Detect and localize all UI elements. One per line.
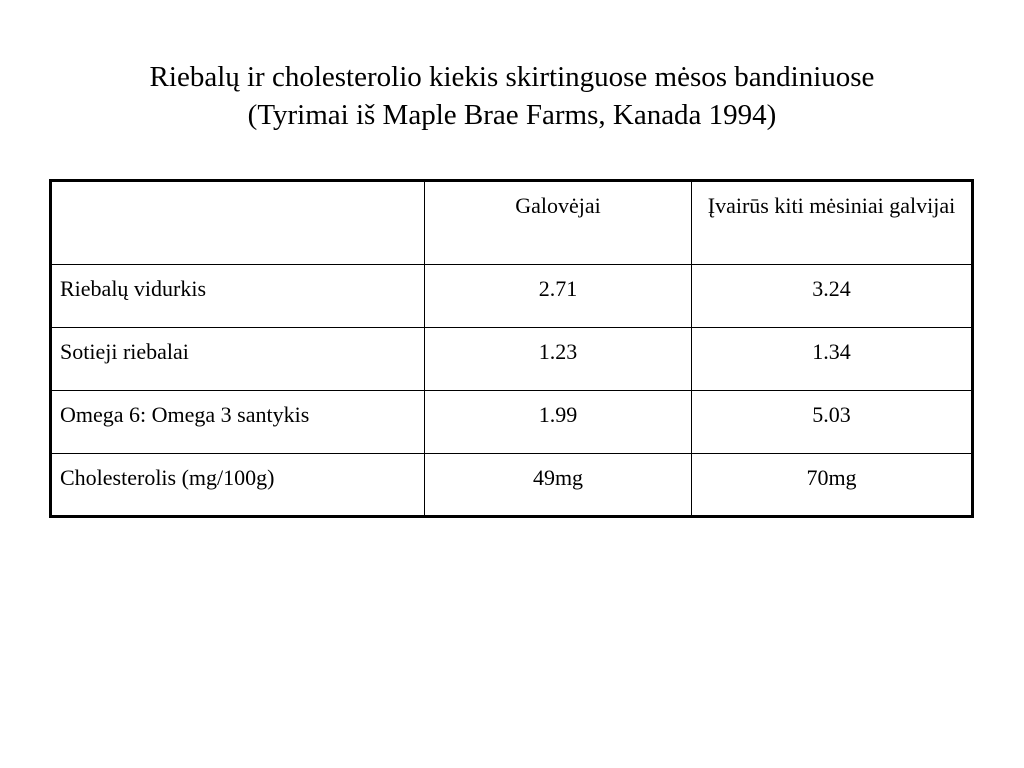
table-row [51, 328, 973, 391]
cell-galovejai: 49mg [425, 454, 692, 517]
cell-kiti: 1.34 [692, 328, 973, 391]
cell-kiti: 5.03 [692, 391, 973, 454]
cell-kiti: 70mg [692, 454, 973, 517]
header-galovejai: Galovėjai [425, 181, 692, 265]
header-kiti-galvijai: Įvairūs kiti mėsiniai galvijai [692, 181, 973, 265]
cell-kiti: 3.24 [692, 265, 973, 328]
cell-galovejai: 2.71 [425, 265, 692, 328]
row-label: Cholesterolis (mg/100g) [51, 454, 425, 517]
cell-galovejai: 1.23 [425, 328, 692, 391]
title-line-2: (Tyrimai iš Maple Brae Farms, Kanada 1994) [247, 99, 777, 131]
table-row [51, 454, 973, 517]
row-label: Riebalų vidurkis [51, 265, 425, 328]
table-row [51, 265, 973, 328]
slide-title [0, 58, 1024, 134]
cell-galovejai: 1.99 [425, 391, 692, 454]
row-label: Omega 6: Omega 3 santykis [51, 391, 425, 454]
row-label: Sotieji riebalai [51, 328, 425, 391]
table-header-row [51, 181, 973, 265]
table-row [51, 391, 973, 454]
data-table [49, 179, 974, 518]
header-empty-cell [51, 181, 425, 265]
title-line-1: Riebalų ir cholesterolio kiekis skirtinguose mėsos bandiniuose [149, 61, 875, 93]
